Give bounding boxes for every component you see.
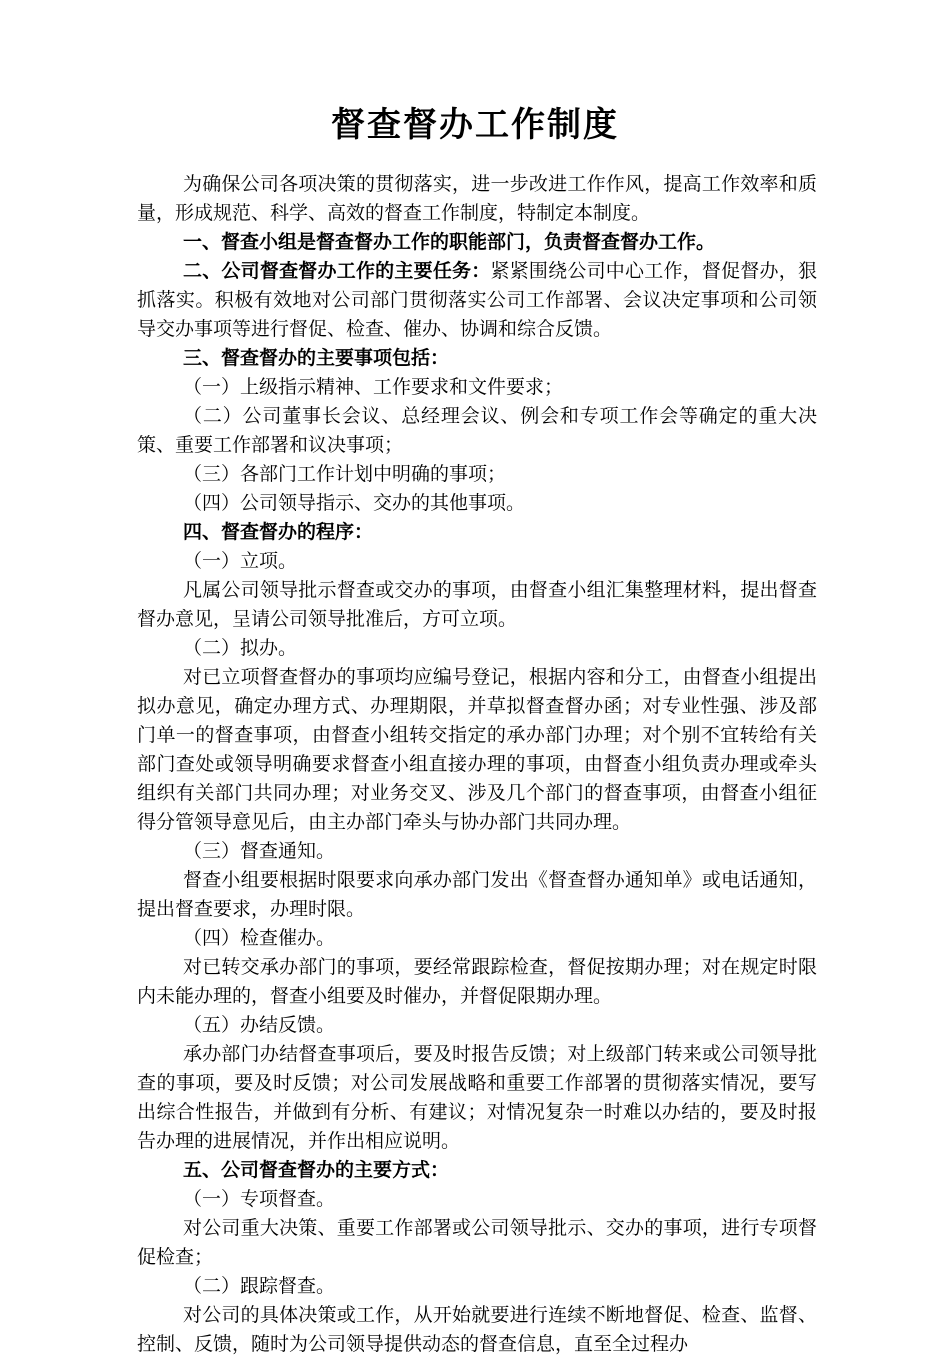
- section-5-item-2-text: 对公司的具体决策或工作，从开始就要进行连续不断地督促、检查、监督、控制、反馈，随时为公司领导提供动态的督查信息，直至全过程办: [137, 1304, 817, 1355]
- section-4-item-1-text: 凡属公司领导批示督查或交办的事项，由督查小组汇集整理材料，提出督查督办意见，呈请公司领导批准后，方可立项。: [137, 579, 817, 630]
- section-3-item-4: （四）公司领导指示、交办的其他事项。: [183, 492, 526, 514]
- section-4-item-3-text: 督查小组要根据时限要求向承办部门发出《督查督办通知单》或电话通知，提出督查要求，办理时限。: [137, 869, 817, 920]
- section-2-heading: 二、公司督查督办工作的主要任务：: [183, 260, 491, 282]
- section-3-item-2: （二）公司董事长会议、总经理会议、例会和专项工作会等确定的重大决策、重要工作部署和议决事项；: [137, 405, 817, 456]
- section-5-item-2-heading: （二）跟踪督查。: [183, 1275, 336, 1297]
- section-4-item-2-text: 对已立项督查督办的事项均应编号登记，根据内容和分工，由督查小组提出拟办意见，确定办理方式、办理期限，并草拟督查督办函；对专业性强、涉及部门单一的督查事项，由督查小组转交指定的承办部门办理；对个别不宜转给有关部门查处或领导明确要求督查小组直接办理的事项，由督查小组负责办理或牵头组织有关部门共同办理；对业务交叉、涉及几个部门的督查事项，由督查小组征得分管领导意见后，由主办部门牵头与协办部门共同办理。: [137, 666, 817, 833]
- section-4-item-4-heading: （四）检查催办。: [183, 927, 336, 949]
- section-4-item-5-heading: （五）办结反馈。: [183, 1014, 336, 1036]
- section-5-item-1-text: 对公司重大决策、重要工作部署或公司领导批示、交办的事项，进行专项督促检查；: [137, 1217, 817, 1268]
- section-3-heading: 三、督查督办的主要事项包括：: [183, 347, 450, 369]
- document-title: 督查督办工作制度: [331, 105, 619, 145]
- section-4-item-5-text: 承办部门办结督查事项后，要及时报告反馈；对上级部门转来或公司领导批查的事项，要及时反馈；对公司发展战略和重要工作部署的贯彻落实情况，要写出综合性报告，并做到有分析、有建议；对情况复杂一时难以办结的，要及时报告办理的进展情况，并作出相应说明。: [137, 1043, 817, 1152]
- section-3-item-3: （三）各部门工作计划中明确的事项；: [183, 463, 507, 485]
- section-5-heading: 五、公司督查督办的主要方式：: [183, 1159, 450, 1181]
- section-4-item-4-text: 对已转交承办部门的事项，要经常跟踪检查，督促按期办理；对在规定时限内未能办理的，督查小组要及时催办，并督促限期办理。: [137, 956, 817, 1007]
- intro-paragraph: 为确保公司各项决策的贯彻落实，进一步改进工作作风，提高工作效率和质量，形成规范、科学、高效的督查工作制度，特制定本制度。: [137, 173, 817, 224]
- section-3-item-1: （一）上级指示精神、工作要求和文件要求；: [183, 376, 564, 398]
- section-2-text: 紧紧围绕公司中心工作，督促督办，狠抓落实。积极有效地对公司部门贯彻落实公司工作部署、会议决定事项和公司领导交办事项等进行督促、检查、催办、协调和综合反馈。: [137, 260, 817, 340]
- section-4-item-1-heading: （一）立项。: [183, 550, 298, 572]
- document-body: [137, 170, 817, 1359]
- section-5-item-1-heading: （一）专项督查。: [183, 1188, 336, 1210]
- section-1-heading: 一、督查小组是督查督办工作的职能部门，负责督查督办工作。: [183, 231, 716, 253]
- section-2-paragraph: [137, 257, 817, 344]
- section-4-item-3-heading: （三）督查通知。: [183, 840, 336, 862]
- section-4-item-2-heading: （二）拟办。: [183, 637, 298, 659]
- section-4-heading: 四、督查督办的程序：: [183, 521, 374, 543]
